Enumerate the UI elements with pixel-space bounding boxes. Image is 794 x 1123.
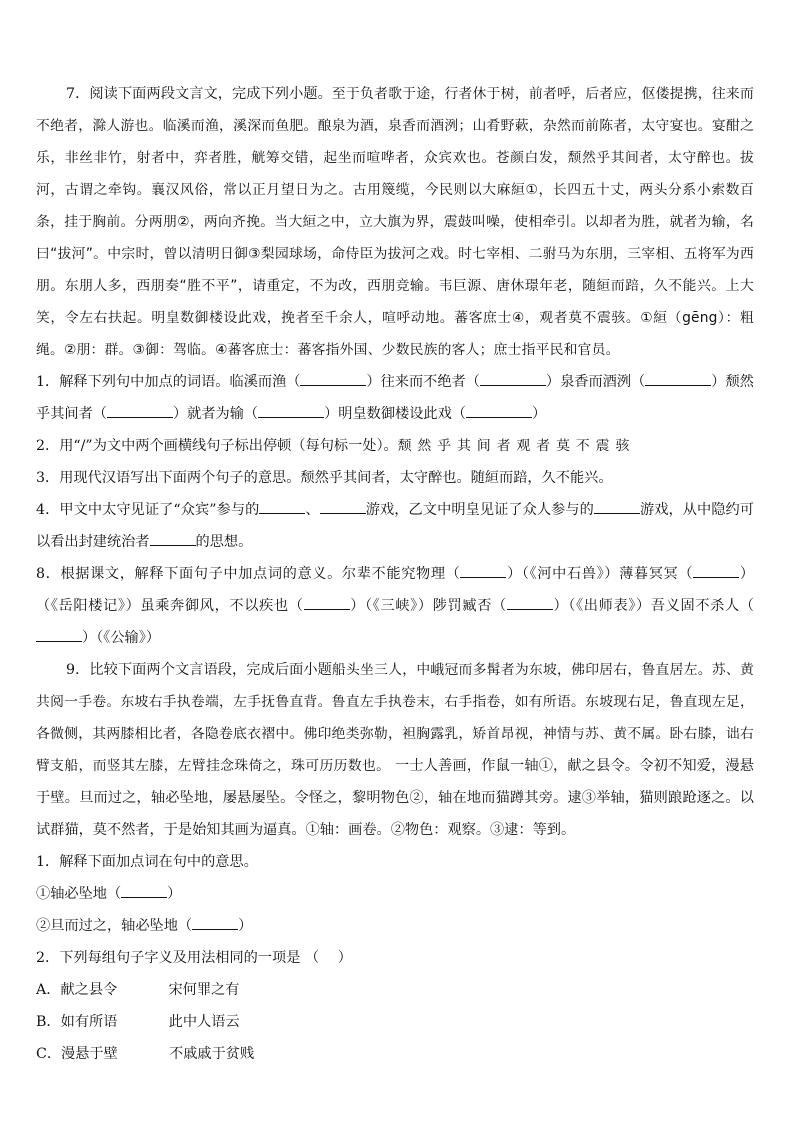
answer-blank[interactable] xyxy=(466,401,532,418)
question-9-notes: ①轴：画卷。②物色：观察。③逮：等到。 xyxy=(305,822,576,838)
question-7-intro: 阅读下面两段文言文，完成下列小题。 xyxy=(89,86,332,102)
question-8: 8．根据课文，解释下面句子中加点词的意义。尔辈不能究物理（ ）（《河中石兽》）薄暮冥冥（ ）（《岳阳楼记》）虽乘奔御风，不以疾也（ ）（《三峡》）陟罚臧否（ ）（《出师表》）吾义固不杀人（）（《公输》） xyxy=(36,558,754,654)
question-7-sub-4: 4．甲文中太守见证了“众宾”参与的 、 游戏，乙文中明皇见证了众人参与的 游戏，从中隐约可以看出封建统治者 的思想。 xyxy=(36,494,754,558)
question-9-passage-b: 一士人善画，作鼠一轴①，献之县令。令初不知爱，漫悬于壁。旦而过之，轴必坠地，屡悬屡坠。令怪之，黎明物色②，轴在地而猫蹲其旁。逮③举轴，猫则踉跄逐之。以试群猫，莫不然者，于是始知其画为逼真。 xyxy=(36,758,754,838)
question-9-number: 9． xyxy=(66,662,90,678)
question-7-passage xyxy=(36,78,754,366)
option-label: C． xyxy=(36,1046,62,1062)
option-right: 宋何罪之有 xyxy=(168,982,240,998)
answer-blank[interactable] xyxy=(480,369,546,386)
question-9-passage xyxy=(36,654,754,846)
option-left: 漫悬于壁 xyxy=(61,1046,118,1062)
question-7-passage-a: 至于负者歌于途，行者休于树，前者呼，后者应，伛偻提携，往来而不绝者，滁人游也。临溪而渔，溪深而鱼肥。酿泉为酒，泉香而酒洌；山肴野蔌，杂然而前陈者，太守宴也。宴酣之乐，非丝非竹，射者中，弈者胜，觥筹交错，起坐而喧哗者，众宾欢也。苍颜白发，颓然乎其间者，太守醉也。 xyxy=(36,86,754,166)
answer-blank[interactable] xyxy=(192,913,238,930)
question-7-number: 7． xyxy=(66,86,90,102)
answer-blank[interactable] xyxy=(460,561,506,578)
question-9-sub-1-item-2: ②旦而过之，轴必坠地（ ） xyxy=(36,910,754,942)
question-9-intro: 比较下面两个文言语段，完成后面小题 xyxy=(89,662,332,678)
question-7-notes: ①絙（gēng）：粗绳。②朋：群。③御：驾临。④蕃客庶士：蕃客指外国、少数民族的客人；庶士指平民和官员。 xyxy=(36,310,754,358)
option-b[interactable] xyxy=(36,1006,754,1038)
option-left: 如有所语 xyxy=(60,1014,118,1030)
option-right: 不戚戚于贫贱 xyxy=(169,1046,255,1062)
answer-blank[interactable] xyxy=(107,401,173,418)
option-label: B． xyxy=(36,1014,61,1030)
answer-blank[interactable] xyxy=(36,625,82,642)
question-9-sub-2: 2．下列每组句子字义及用法相同的一项是 （ ） xyxy=(36,950,352,966)
answer-blank[interactable] xyxy=(300,369,366,386)
question-9-passage-a: 船头坐三人，中峨冠而多髯者为东坡，佛印居右，鲁直居左。苏、黄共阅一手卷。东坡右手执卷端，左手抚鲁直背。鲁直左手执卷末，右手指卷，如有所语。东坡现右足，鲁直现左足，各微侧，其两膝相比者，各隐卷底衣褶中。佛印绝类弥勒，袒胸露乳，矫首昂视，神情与苏、黄不属。卧右膝，诎右臂支船，而竖其左膝，左臂挂念珠倚之，珠可历历数也。 xyxy=(36,662,754,774)
answer-blank[interactable] xyxy=(304,593,350,610)
question-7-sub-2-sentence: 颓然乎其间者观者莫不震骇 xyxy=(397,438,636,454)
answer-blank[interactable] xyxy=(594,497,640,514)
answer-blank[interactable] xyxy=(259,497,305,514)
question-7-passage-b: 拔河，古谓之牵钩。襄汉风俗，常以正月望日为之。古用篾缆，今民则以大麻絙①，长四五十丈，两头分系小索数百条，挂于胸前。分两朋②，两向齐挽。当大絙之中，立大旗为界，震鼓叫噪，使相牵引。以却者为胜，就者为输，名曰“拔河”。中宗时，曾以清明日御③梨园球场，命侍臣为拔河之戏。时七宰相、二驸马为东朋，三宰相、五将军为西朋。东朋人多，西朋奏“胜不平”，请重定，不为改，西朋竞输。韦巨源、唐休璟年老，随絙而踣，久不能兴。上大笑，令左右扶起。明皇数御楼设此戏，挽者至千余人，喧呼动地。蕃客庶士④，观者莫不震骇。 xyxy=(36,150,754,326)
option-left: 献之县令 xyxy=(60,982,118,998)
answer-blank[interactable] xyxy=(320,497,366,514)
answer-blank[interactable] xyxy=(121,881,167,898)
question-9-sub-1-item-1: ①轴必坠地（ ） xyxy=(36,878,754,910)
option-c[interactable] xyxy=(36,1038,754,1070)
question-7-sub-2: 2．用“/”为文中两个画横线句子标出停顿（每句标一处）。颓然乎其间者观者莫不震骇 xyxy=(36,438,636,454)
question-7-sub-1: 1．解释下列句中加点的词语。临溪而渔（ ）往来而不绝者（ ）泉香而酒洌（ ）颓然乎其间者（ ）就者为输（ ）明皇数御楼设此戏（ ） xyxy=(36,366,754,430)
option-right: 此中人语云 xyxy=(168,1014,240,1030)
answer-blank[interactable] xyxy=(645,369,711,386)
answer-blank[interactable] xyxy=(258,401,324,418)
answer-blank[interactable] xyxy=(507,593,553,610)
answer-blank[interactable] xyxy=(693,561,739,578)
option-label: A． xyxy=(36,982,61,998)
answer-blank[interactable] xyxy=(150,529,196,546)
option-a[interactable] xyxy=(36,974,754,1006)
question-7-sub-3: 3．用现代汉语写出下面两个句子的意思。颓然乎其间者，太守醉也。随絙而踣，久不能兴。 xyxy=(36,470,613,486)
question-9-sub-1: 1．解释下面加点词在句中的意思。 xyxy=(36,854,258,870)
